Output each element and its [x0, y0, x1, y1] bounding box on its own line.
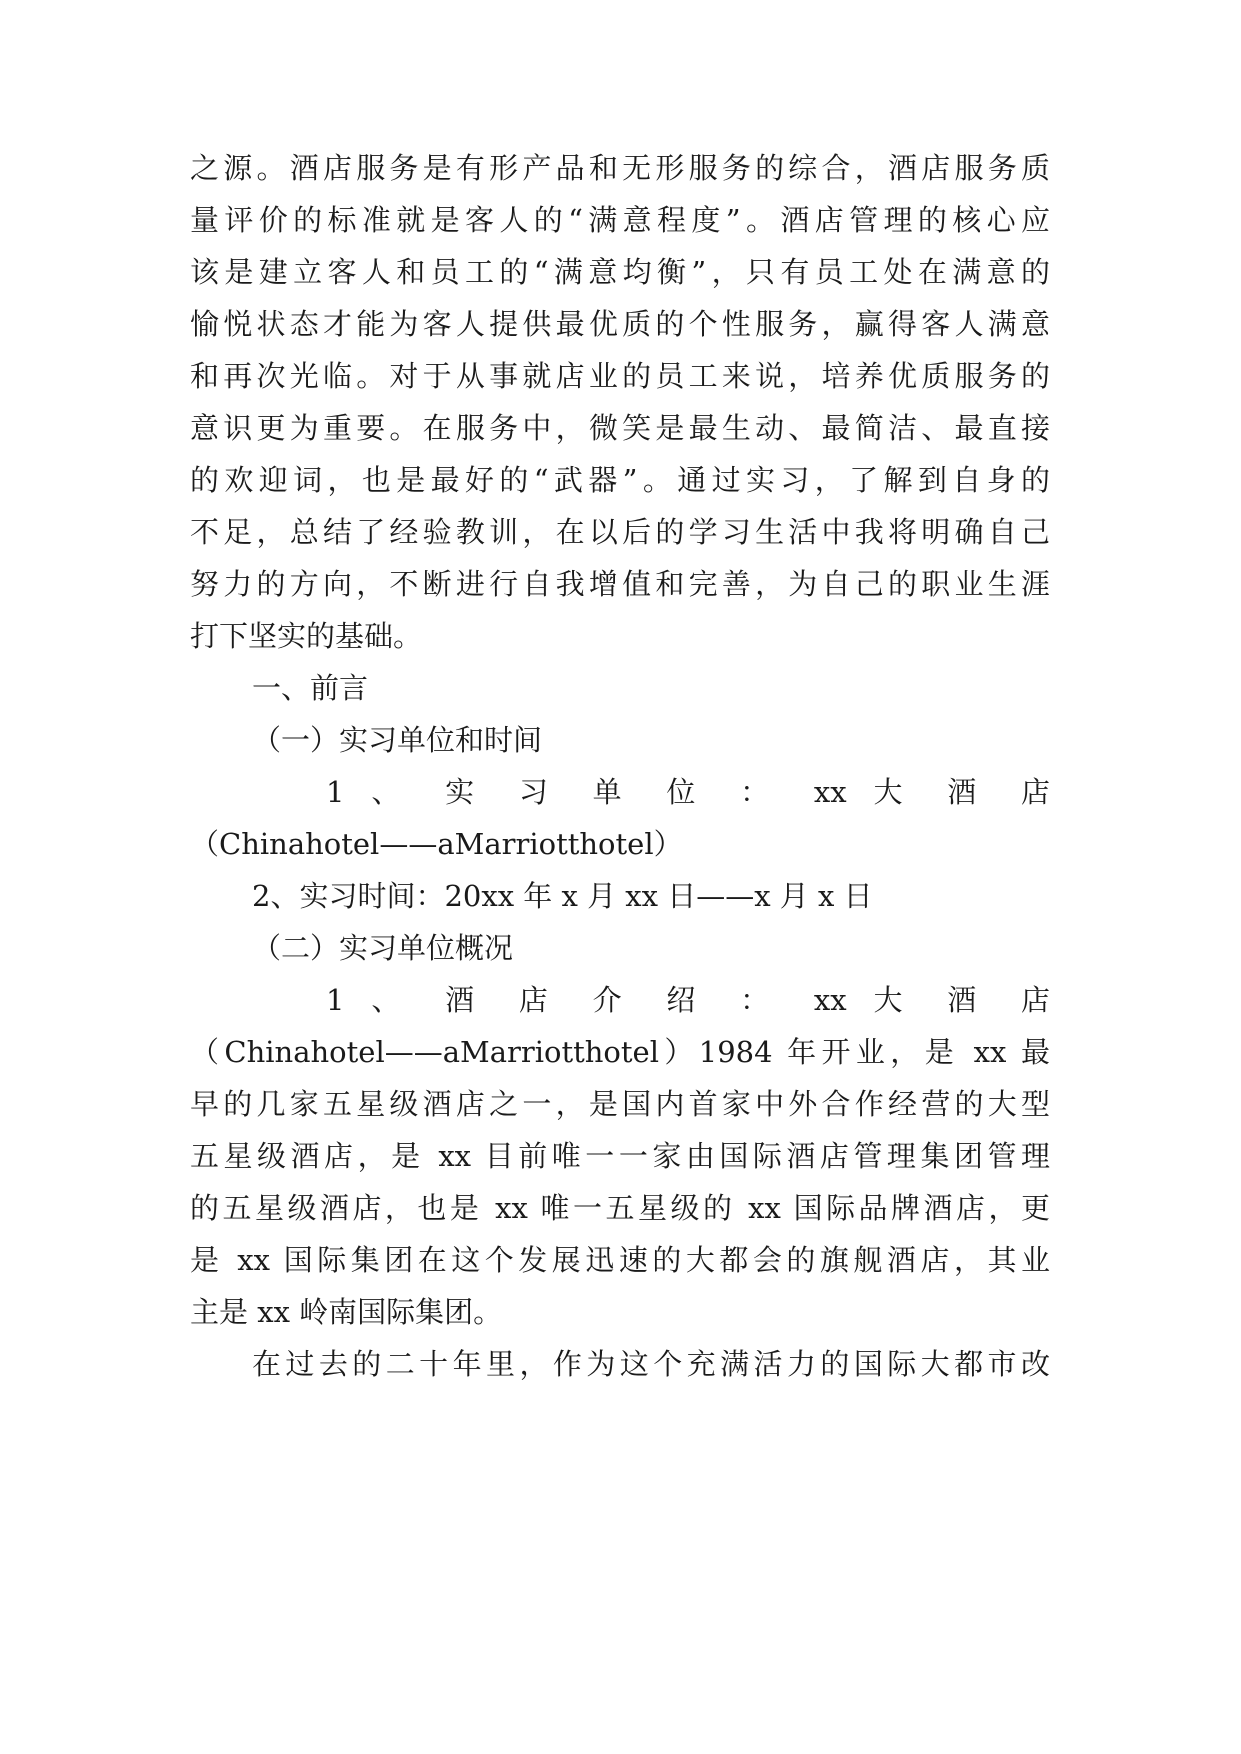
section-heading: 一、前言	[252, 671, 369, 705]
body-line: 努力的方向，不断进行自我增值和完善，为自己的职业生涯	[190, 567, 1050, 601]
body-line: 打下坚实的基础。	[190, 619, 423, 653]
body-line: 2、实习时间：20xx 年 x 月 xx 日——x 月 x 日	[252, 879, 873, 913]
body-line: （Chinahotel——aMarriotthotel）1984 年开业，是 xx 最	[190, 1035, 1050, 1069]
subsection-heading: （一）实习单位和时间	[252, 723, 543, 757]
body-line: 1 、 实 习 单 位 ： xx 大 酒 店	[326, 775, 1050, 809]
body-line: （Chinahotel——aMarriotthotel）	[190, 827, 683, 861]
body-line: 愉悦状态才能为客人提供最优质的个性服务，赢得客人满意	[190, 307, 1050, 341]
body-line: 1 、 酒 店 介 绍 ： xx 大 酒 店	[326, 983, 1050, 1017]
body-line: 和再次光临。对于从事就店业的员工来说，培养优质服务的	[190, 359, 1050, 393]
body-line: 的五星级酒店，也是 xx 唯一五星级的 xx 国际品牌酒店，更	[190, 1191, 1050, 1225]
body-line: 意识更为重要。在服务中，微笑是最生动、最简洁、最直接	[190, 411, 1050, 445]
body-line: 不足，总结了经验教训，在以后的学习生活中我将明确自己	[190, 515, 1050, 549]
body-line: 量评价的标准就是客人的“满意程度”。酒店管理的核心应	[190, 203, 1050, 237]
body-line: 主是 xx 岭南国际集团。	[190, 1295, 503, 1329]
body-line: 之源。酒店服务是有形产品和无形服务的综合，酒店服务质	[190, 151, 1050, 185]
body-line: 是 xx 国际集团在这个发展迅速的大都会的旗舰酒店，其业	[190, 1243, 1050, 1277]
body-line: 该是建立客人和员工的“满意均衡”，只有员工处在满意的	[190, 255, 1050, 289]
body-line: 的欢迎词，也是最好的“武器”。通过实习，了解到自身的	[190, 463, 1050, 497]
subsection-heading: （二）实习单位概况	[252, 931, 514, 965]
body-line: 在过去的二十年里，作为这个充满活力的国际大都市改	[252, 1347, 1050, 1381]
body-line: 五星级酒店，是 xx 目前唯一一家由国际酒店管理集团管理	[190, 1139, 1050, 1173]
body-line: 早的几家五星级酒店之一，是国内首家中外合作经营的大型	[190, 1087, 1050, 1121]
